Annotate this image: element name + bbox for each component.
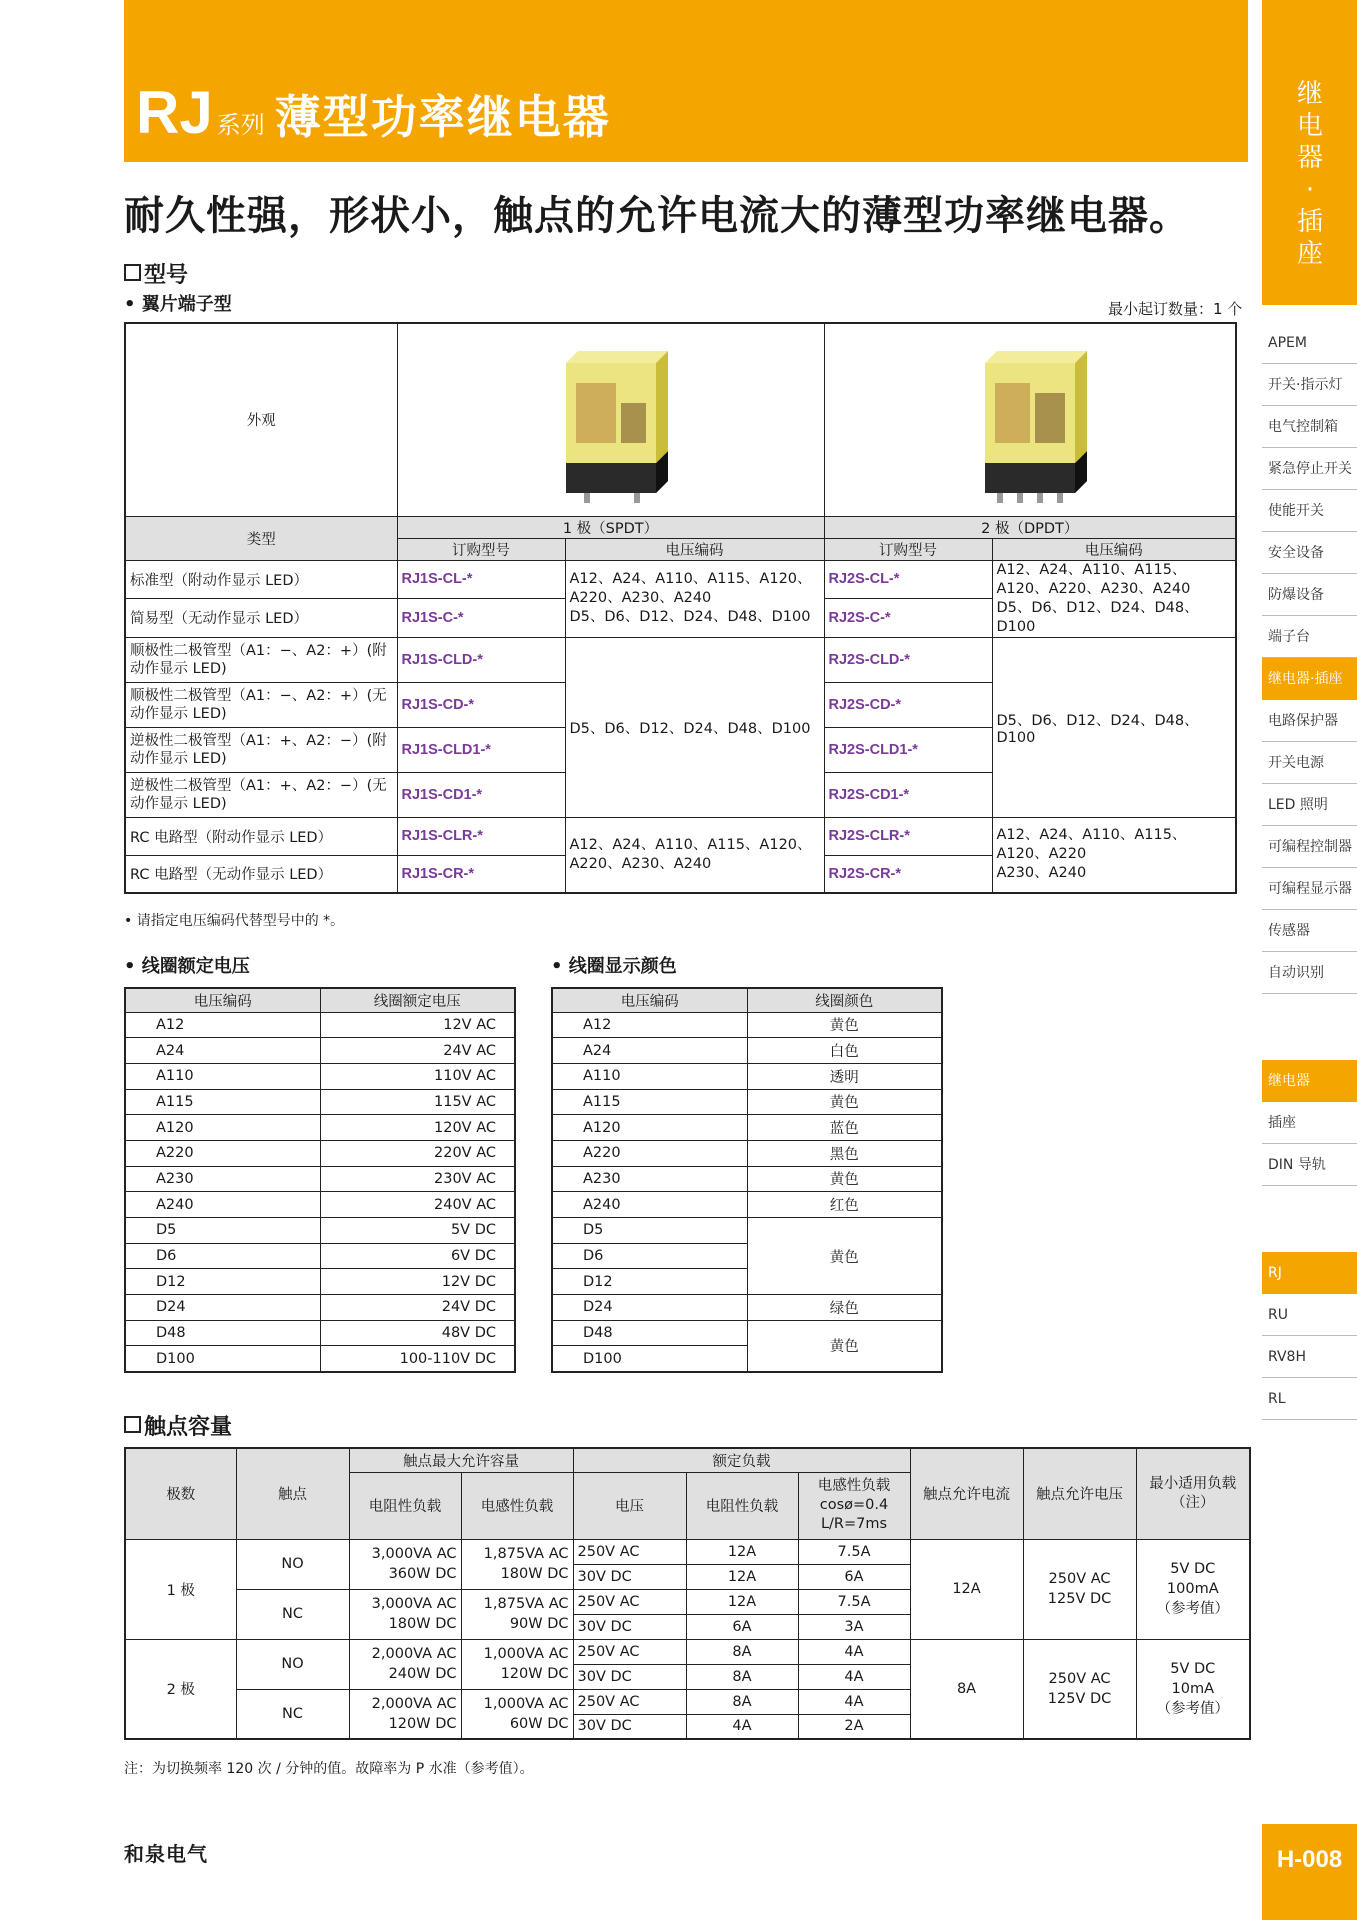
relay-spdt-image [536, 333, 686, 503]
rated-resistive: 12A [686, 1564, 798, 1589]
table-row [125, 1192, 515, 1218]
voltage-code: A240 [125, 1192, 320, 1218]
contact-cell: NO [236, 1639, 349, 1689]
rated-voltage: 5V DC [320, 1218, 515, 1244]
resistive-header: 电阻性负载 [686, 1472, 798, 1539]
sidebar-item-nav1-13[interactable]: 可编程显示器 [1262, 868, 1357, 910]
rated-resistive: 8A [686, 1664, 798, 1689]
table-row [125, 817, 1236, 855]
table-row [125, 1115, 515, 1141]
order-code: RJ2S-CLD1-* [824, 727, 992, 772]
voltage-codes: A12、A24、A110、A115、A120、A220、A230、A240 D5、D6、D12、D24、D48、D100 [565, 560, 824, 637]
voltage-code: A120 [125, 1115, 320, 1141]
type-cell: 简易型（无动作显示 LED） [125, 599, 397, 638]
order-code: RJ2S-CD-* [824, 682, 992, 727]
type-cell: RC 电路型（附动作显示 LED） [125, 817, 397, 855]
table-row [552, 1218, 942, 1244]
table-row [552, 1089, 942, 1115]
type-cell: RC 电路型（无动作显示 LED） [125, 855, 397, 893]
table-row [552, 1012, 942, 1038]
sidebar-item-nav1-0[interactable]: APEM [1262, 322, 1357, 364]
allowable-voltage: 250V AC 125V DC [1023, 1639, 1136, 1739]
voltage-code: A240 [552, 1192, 747, 1218]
rated-voltage: 30V DC [573, 1664, 686, 1689]
contact-cell: NC [236, 1689, 349, 1739]
sidebar-item-nav1-2[interactable]: 电气控制箱 [1262, 406, 1357, 448]
sidebar-item-nav1-3[interactable]: 紧急停止开关 [1262, 448, 1357, 490]
voltage-codes: D5、D6、D12、D24、D48、D100 [565, 637, 824, 817]
voltage-code: D12 [552, 1269, 747, 1295]
table-row [552, 1038, 942, 1064]
voltage-code: D6 [552, 1243, 747, 1269]
max-inductive: 1,000VA AC 120W DC [461, 1639, 573, 1689]
rated-inductive: 6A [798, 1564, 910, 1589]
rated-voltage: 30V DC [573, 1714, 686, 1739]
coil-color: 绿色 [747, 1295, 942, 1321]
voltage-code-header: 电压编码 [565, 538, 824, 560]
title-main: 薄型功率继电器 [274, 90, 611, 144]
relay-dpdt-image [955, 333, 1105, 503]
min-load: 5V DC 100mA （参考值） [1136, 1539, 1250, 1639]
rated-voltage: 120V AC [320, 1115, 515, 1141]
allowable-voltage-header: 触点允许电压 [1023, 1448, 1136, 1539]
table-row [552, 1192, 942, 1218]
voltage-code: A220 [552, 1140, 747, 1166]
allowable-current: 12A [910, 1539, 1023, 1639]
tagline: 耐久性强，形状小，触点的允许电流大的薄型功率继电器。 [124, 193, 1190, 239]
model-note: • 请指定电压编码代替型号中的 *。 [124, 913, 345, 929]
sidebar-item-nav2-0[interactable]: 继电器 [1262, 1060, 1357, 1102]
order-code: RJ1S-CLR-* [397, 817, 565, 855]
table-row [125, 1166, 515, 1192]
voltage-code: A220 [125, 1140, 320, 1166]
voltage-code: D5 [125, 1218, 320, 1244]
min-load-header: 最小适用负载 （注） [1136, 1448, 1250, 1539]
pole-cell: 2 极 [125, 1639, 236, 1739]
rated-inductive: 4A [798, 1689, 910, 1714]
table-row [125, 1038, 515, 1064]
max-resistive: 2,000VA AC 120W DC [349, 1689, 461, 1739]
appearance-row [125, 323, 1236, 516]
appearance-label: 外观 [125, 323, 397, 516]
allowable-current-header: 触点允许电流 [910, 1448, 1023, 1539]
type-cell: 顺极性二极管型（A1：−、A2：+）(附动作显示 LED) [125, 637, 397, 682]
type-header: 类型 [125, 516, 397, 560]
voltage-code: A12 [125, 1012, 320, 1038]
coil-color: 黄色 [747, 1012, 942, 1038]
relay-image-1pole [397, 323, 824, 516]
rated-voltage: 250V AC [573, 1689, 686, 1714]
table-row [552, 1295, 942, 1321]
rated-voltage: 6V DC [320, 1243, 515, 1269]
rated-voltage: 240V AC [320, 1192, 515, 1218]
page-number: H-008 [1262, 1824, 1357, 1920]
contact-header: 触点 [236, 1448, 349, 1539]
title-series-code: RJ [136, 79, 213, 146]
rated-voltage: 230V AC [320, 1166, 515, 1192]
voltage-code: D24 [125, 1295, 320, 1321]
coil-color: 黄色 [747, 1218, 942, 1295]
coil-color: 黄色 [747, 1166, 942, 1192]
pole-cell: 1 极 [125, 1539, 236, 1639]
inductive-header: 电感性负载 [461, 1472, 573, 1539]
resistive-header: 电阻性负载 [349, 1472, 461, 1539]
subsection-tab-terminal: • 翼片端子型 [124, 294, 232, 315]
rated-inductive: 4A [798, 1664, 910, 1689]
rated-resistive: 4A [686, 1714, 798, 1739]
table-row [125, 637, 1236, 682]
table-row [552, 1320, 942, 1346]
max-capacity-header: 触点最大允许容量 [349, 1448, 573, 1472]
type-cell: 逆极性二极管型（A1：+、A2：−）(无动作显示 LED) [125, 772, 397, 817]
coil-color: 蓝色 [747, 1115, 942, 1141]
model-table [124, 322, 1237, 894]
page-title [136, 78, 611, 147]
voltage-code: D6 [125, 1243, 320, 1269]
sidebar-category-label: 继 电 器 · 插 座 [1296, 79, 1323, 269]
table-row [552, 1140, 942, 1166]
coil-voltage-table [124, 987, 516, 1373]
voltage-code-header: 电压编码 [125, 988, 320, 1012]
rated-resistive: 6A [686, 1614, 798, 1639]
coil-voltage-title: • 线圈额定电压 [124, 956, 250, 977]
sidebar-item-nav3-3[interactable]: RL [1262, 1378, 1357, 1420]
max-inductive: 1,000VA AC 60W DC [461, 1689, 573, 1739]
sidebar-item-nav1-5[interactable]: 安全设备 [1262, 532, 1357, 574]
checkbox-square-icon [124, 264, 141, 281]
table-row [125, 1140, 515, 1166]
rated-resistive: 8A [686, 1639, 798, 1664]
sidebar-item-nav1-14[interactable]: 传感器 [1262, 910, 1357, 952]
pole2-header: 2 极（DPDT） [824, 516, 1236, 538]
order-code: RJ2S-CLR-* [824, 817, 992, 855]
max-inductive: 1,875VA AC 90W DC [461, 1589, 573, 1639]
voltage-codes: D5、D6、D12、D24、D48、D100 [992, 637, 1236, 817]
section-heading-contact: 触点容量 [124, 1410, 232, 1441]
min-load: 5V DC 10mA （参考值） [1136, 1639, 1250, 1739]
sidebar-item-nav2-1[interactable]: 插座 [1262, 1102, 1357, 1144]
allowable-voltage: 250V AC 125V DC [1023, 1539, 1136, 1639]
coil-color: 黑色 [747, 1140, 942, 1166]
order-code: RJ1S-CL-* [397, 560, 565, 599]
order-code: RJ2S-C-* [824, 599, 992, 638]
voltage-code: D48 [125, 1320, 320, 1346]
contact-note: 注：为切换频率 120 次 / 分钟的值。故障率为 P 水准（参考值）。 [124, 1761, 534, 1777]
rated-inductive: 7.5A [798, 1589, 910, 1614]
voltage-code: A12 [552, 1012, 747, 1038]
sidebar-item-nav1-6[interactable]: 防爆设备 [1262, 574, 1357, 616]
company-logo: 和泉电气 [124, 1842, 208, 1866]
table-row [125, 1218, 515, 1244]
type-cell: 逆极性二极管型（A1：+、A2：−）(附动作显示 LED) [125, 727, 397, 772]
rated-inductive: 2A [798, 1714, 910, 1739]
voltage-code-header: 电压编码 [552, 988, 747, 1012]
table-row [552, 1115, 942, 1141]
pole1-header: 1 极（SPDT） [397, 516, 824, 538]
order-no-header: 订购型号 [397, 538, 565, 560]
order-code: RJ1S-CLD1-* [397, 727, 565, 772]
rated-voltage: 24V AC [320, 1038, 515, 1064]
table-row [125, 1063, 515, 1089]
voltage-code: A24 [125, 1038, 320, 1064]
coil-color-header: 线圈颜色 [747, 988, 942, 1012]
voltage-codes: A12、A24、A110、A115、A120、A220 A230、A240 [992, 817, 1236, 893]
rated-inductive: 4A [798, 1639, 910, 1664]
table-row [125, 1012, 515, 1038]
voltage-code: D5 [552, 1218, 747, 1244]
rated-voltage: 30V DC [573, 1614, 686, 1639]
rated-resistive: 8A [686, 1689, 798, 1714]
rated-voltage: 100-110V DC [320, 1346, 515, 1372]
voltage-code: A120 [552, 1115, 747, 1141]
pole-header: 极数 [125, 1448, 236, 1539]
table-row [125, 1320, 515, 1346]
coil-color: 透明 [747, 1063, 942, 1089]
sidebar-item-nav1-11[interactable]: LED 照明 [1262, 784, 1357, 826]
rated-voltage: 250V AC [573, 1639, 686, 1664]
title-series-label: 系列 [216, 111, 265, 139]
table-row [552, 1166, 942, 1192]
rated-inductive: 3A [798, 1614, 910, 1639]
rated-voltage: 220V AC [320, 1140, 515, 1166]
rated-inductive: 7.5A [798, 1539, 910, 1564]
sidebar-item-nav1-8[interactable]: 继电器·插座 [1262, 658, 1357, 700]
rated-voltage: 12V AC [320, 1012, 515, 1038]
sidebar-item-nav1-7[interactable]: 端子台 [1262, 616, 1357, 658]
voltage-code: D48 [552, 1320, 747, 1346]
sidebar-item-nav3-2[interactable]: RV8H [1262, 1336, 1357, 1378]
order-code: RJ1S-C-* [397, 599, 565, 638]
coil-color: 黄色 [747, 1089, 942, 1115]
voltage-code: D100 [552, 1346, 747, 1372]
contact-capacity-table [124, 1447, 1251, 1740]
rated-load-header: 额定负载 [573, 1448, 910, 1472]
table-row [125, 1295, 515, 1321]
checkbox-square-icon [124, 1416, 141, 1433]
type-cell: 标准型（附动作显示 LED） [125, 560, 397, 599]
allowable-current: 8A [910, 1639, 1023, 1739]
max-resistive: 3,000VA AC 360W DC [349, 1539, 461, 1589]
contact-cell: NC [236, 1589, 349, 1639]
order-code: RJ1S-CR-* [397, 855, 565, 893]
coil-color: 黄色 [747, 1320, 942, 1371]
voltage-code: A115 [125, 1089, 320, 1115]
sidebar-item-nav1-4[interactable]: 使能开关 [1262, 490, 1357, 532]
sidebar-item-nav1-1[interactable]: 开关·指示灯 [1262, 364, 1357, 406]
order-code: RJ1S-CD-* [397, 682, 565, 727]
sidebar-item-nav1-10[interactable]: 开关电源 [1262, 742, 1357, 784]
rated-voltage: 24V DC [320, 1295, 515, 1321]
voltage-code: D24 [552, 1295, 747, 1321]
rated-resistive: 12A [686, 1589, 798, 1614]
coil-color: 白色 [747, 1038, 942, 1064]
type-cell: 顺极性二极管型（A1：−、A2：+）(无动作显示 LED) [125, 682, 397, 727]
voltage-header: 电压 [573, 1472, 686, 1539]
voltage-code: A110 [552, 1063, 747, 1089]
sidebar-item-nav1-9[interactable]: 电路保护器 [1262, 700, 1357, 742]
contact-cell: NO [236, 1539, 349, 1589]
voltage-code: A230 [125, 1166, 320, 1192]
table-row [552, 1063, 942, 1089]
order-code: RJ2S-CL-* [824, 560, 992, 599]
voltage-code: D100 [125, 1346, 320, 1372]
voltage-code: A110 [125, 1063, 320, 1089]
table-row [125, 1089, 515, 1115]
sidebar-item-nav1-15[interactable]: 自动识别 [1262, 952, 1357, 994]
order-no-header: 订购型号 [824, 538, 992, 560]
coil-color: 红色 [747, 1192, 942, 1218]
max-inductive: 1,875VA AC 180W DC [461, 1539, 573, 1589]
voltage-code: A230 [552, 1166, 747, 1192]
voltage-code: A115 [552, 1089, 747, 1115]
voltage-code: A24 [552, 1038, 747, 1064]
sidebar-item-nav2-2[interactable]: DIN 导轨 [1262, 1144, 1357, 1186]
rated-voltage: 115V AC [320, 1089, 515, 1115]
rated-resistive: 12A [686, 1539, 798, 1564]
table-row [125, 1243, 515, 1269]
rated-voltage: 250V AC [573, 1589, 686, 1614]
sidebar-item-nav3-0[interactable]: RJ [1262, 1252, 1357, 1294]
coil-color-table [551, 987, 943, 1373]
order-code: RJ2S-CR-* [824, 855, 992, 893]
order-code: RJ1S-CLD-* [397, 637, 565, 682]
rated-voltage: 12V DC [320, 1269, 515, 1295]
table-row [125, 1269, 515, 1295]
min-order-qty: 最小起订数量：1 个 [1108, 300, 1243, 318]
section-heading-model: 型号 [124, 258, 188, 289]
table-row [125, 1346, 515, 1372]
order-code: RJ2S-CD1-* [824, 772, 992, 817]
voltage-code-header: 电压编码 [992, 538, 1236, 560]
inductive-header: 电感性负载 cosø=0.4 L/R=7ms [798, 1472, 910, 1539]
voltage-codes: A12、A24、A110、A115、A120、A220、A230、A240 [565, 817, 824, 893]
order-code: RJ2S-CLD-* [824, 637, 992, 682]
sidebar-item-nav1-12[interactable]: 可编程控制器 [1262, 826, 1357, 868]
relay-image-2pole [824, 323, 1236, 516]
voltage-codes: A12、A24、A110、A115、A120、A220、A230、A240 D5、D6、D12、D24、D48、D100 [992, 560, 1236, 637]
sidebar-item-nav3-1[interactable]: RU [1262, 1294, 1357, 1336]
rated-voltage: 30V DC [573, 1564, 686, 1589]
rated-voltage: 110V AC [320, 1063, 515, 1089]
voltage-code: D12 [125, 1269, 320, 1295]
max-resistive: 3,000VA AC 180W DC [349, 1589, 461, 1639]
max-resistive: 2,000VA AC 240W DC [349, 1639, 461, 1689]
coil-color-title: • 线圈显示颜色 [551, 956, 677, 977]
rated-voltage: 250V AC [573, 1539, 686, 1564]
table-row [125, 560, 1236, 599]
order-code: RJ1S-CD1-* [397, 772, 565, 817]
rated-voltage: 48V DC [320, 1320, 515, 1346]
rated-voltage-header: 线圈额定电压 [320, 988, 515, 1012]
